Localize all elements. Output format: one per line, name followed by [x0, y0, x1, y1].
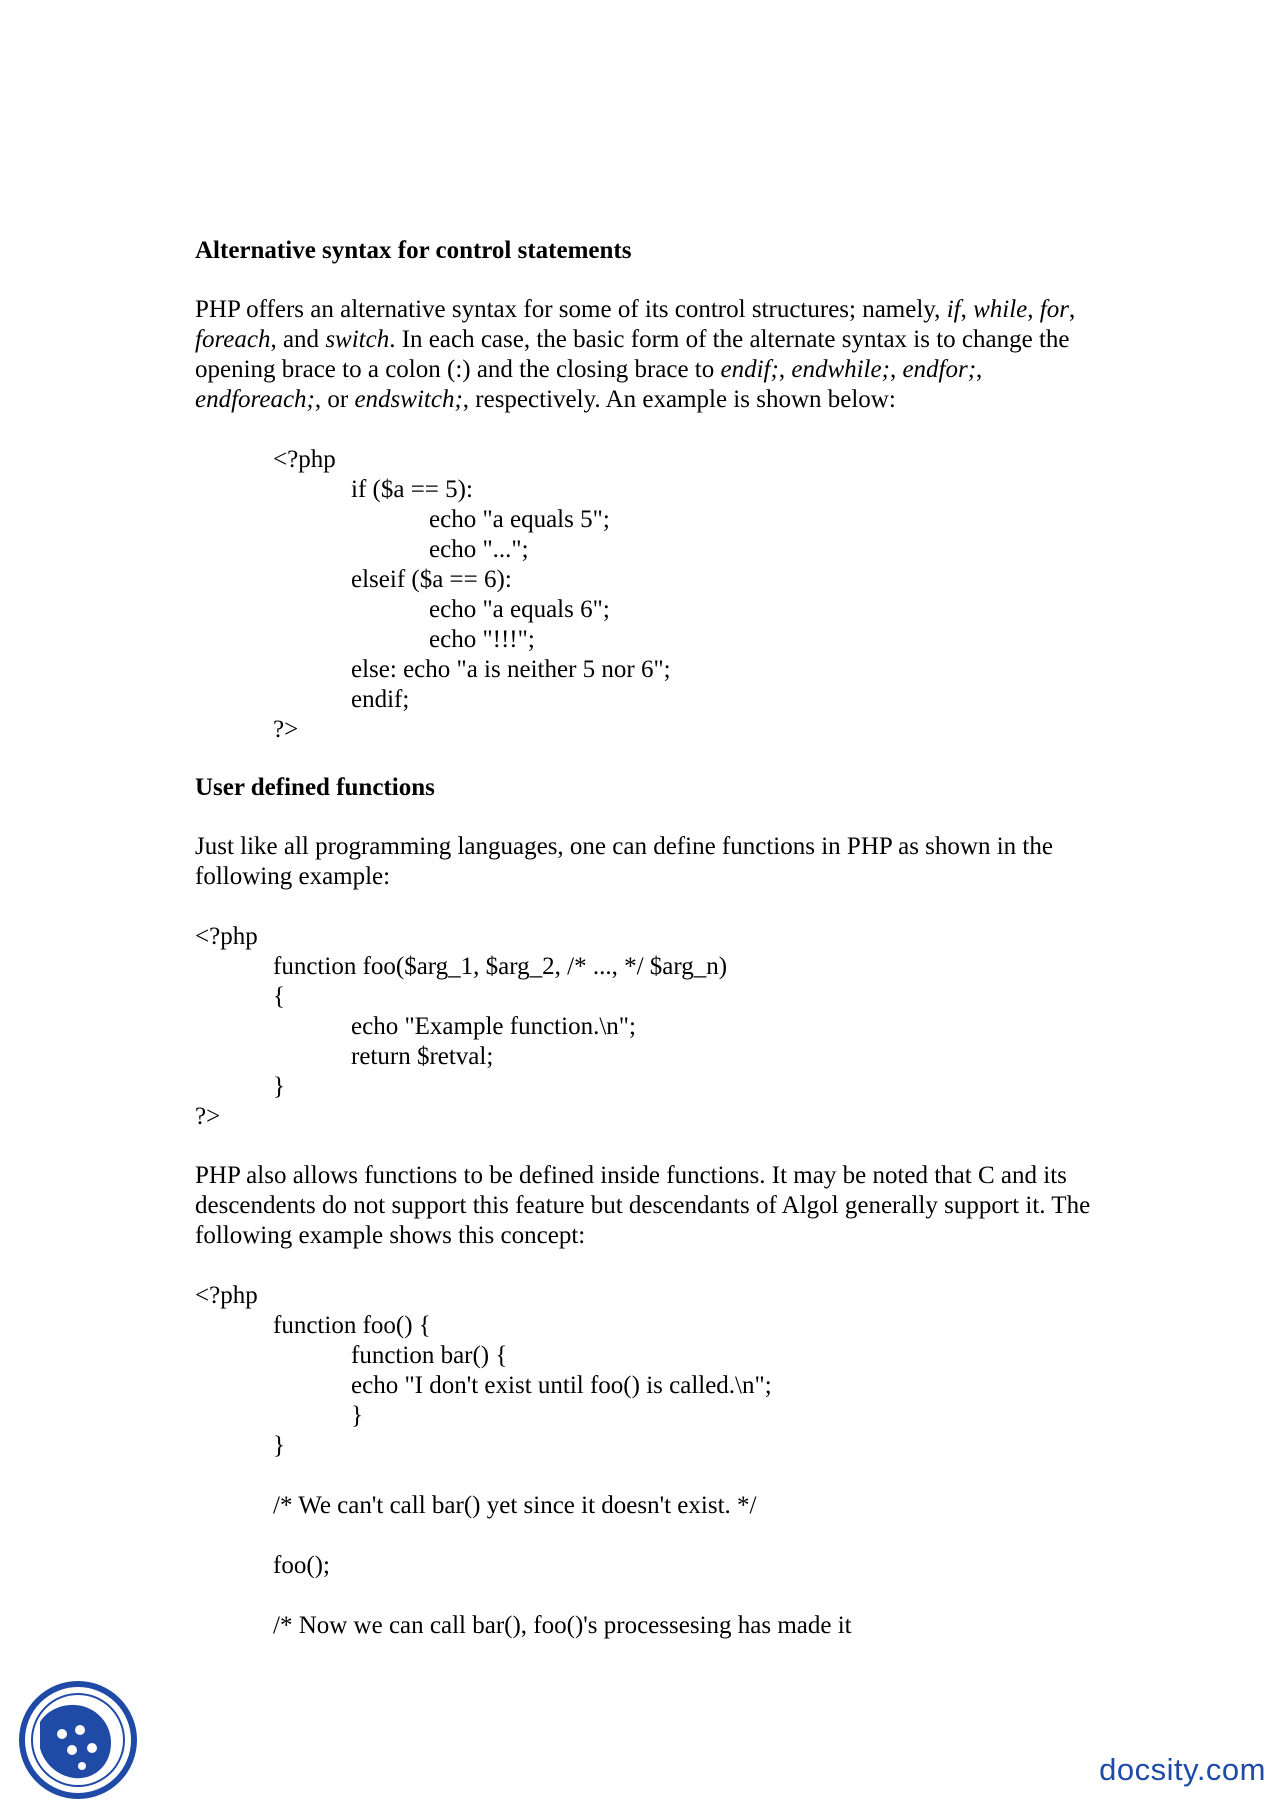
- code-line: <?php: [195, 923, 258, 950]
- code-line: echo "I don't exist until foo() is called.\n";: [351, 1372, 772, 1399]
- code-line: echo "a equals 6";: [429, 596, 610, 623]
- paragraph-line: endforeach;, or endswitch;, respectively. An example is shown below:: [195, 386, 896, 413]
- code-line: return $retval;: [351, 1043, 494, 1070]
- code-line: {: [273, 983, 285, 1010]
- paragraph-line: PHP also allows functions to be defined inside functions. It may be noted that C and its: [195, 1162, 1067, 1189]
- paragraph-line: descendents do not support this feature but descendants of Algol generally support it. The: [195, 1192, 1091, 1219]
- paragraph-line: opening brace to a colon (:) and the closing brace to endif;, endwhile;, endfor;,: [195, 356, 983, 383]
- section-heading-alternative-syntax: Alternative syntax for control statements: [195, 237, 632, 264]
- code-line: endif;: [351, 686, 410, 713]
- code-line: }: [351, 1402, 363, 1429]
- paragraph-line: following example:: [195, 863, 391, 890]
- code-line: else: echo "a is neither 5 nor 6";: [351, 656, 671, 683]
- code-comment-line: /* We can't call bar() yet since it doesn't exist. */: [273, 1492, 757, 1519]
- code-line: }: [273, 1073, 285, 1100]
- code-line: }: [273, 1432, 285, 1459]
- code-line: if ($a == 5):: [351, 476, 473, 503]
- section-heading-user-defined-functions: User defined functions: [195, 774, 435, 801]
- code-line: ?>: [273, 716, 299, 743]
- docsity-logo-icon[interactable]: [18, 1680, 138, 1800]
- paragraph-line: following example shows this concept:: [195, 1222, 586, 1249]
- paragraph-line: foreach, and switch. In each case, the basic form of the alternate syntax is to change the: [195, 326, 1070, 353]
- code-line: function bar() {: [351, 1342, 508, 1369]
- docsity-brand-link[interactable]: docsity.com: [1099, 1752, 1266, 1787]
- code-comment-line: /* Now we can call bar(), foo()'s processesing has made it: [273, 1612, 852, 1639]
- code-line: function foo() {: [273, 1312, 431, 1339]
- code-line: echo "!!!";: [429, 626, 535, 653]
- code-line: echo "a equals 5";: [429, 506, 610, 533]
- code-line: foo();: [273, 1552, 330, 1579]
- paragraph-line: PHP offers an alternative syntax for some of its control structures; namely, if, while, for,: [195, 296, 1076, 323]
- code-line: <?php: [273, 446, 336, 473]
- code-line: echo "Example function.\n";: [351, 1013, 636, 1040]
- code-line: elseif ($a == 6):: [351, 566, 512, 593]
- code-line: echo "...";: [429, 536, 529, 563]
- paragraph-line: Just like all programming languages, one can define functions in PHP as shown in the: [195, 833, 1053, 860]
- code-line: ?>: [195, 1103, 221, 1130]
- code-line: <?php: [195, 1282, 258, 1309]
- code-line: function foo($arg_1, $arg_2, /* ..., */ $arg_n): [273, 953, 728, 980]
